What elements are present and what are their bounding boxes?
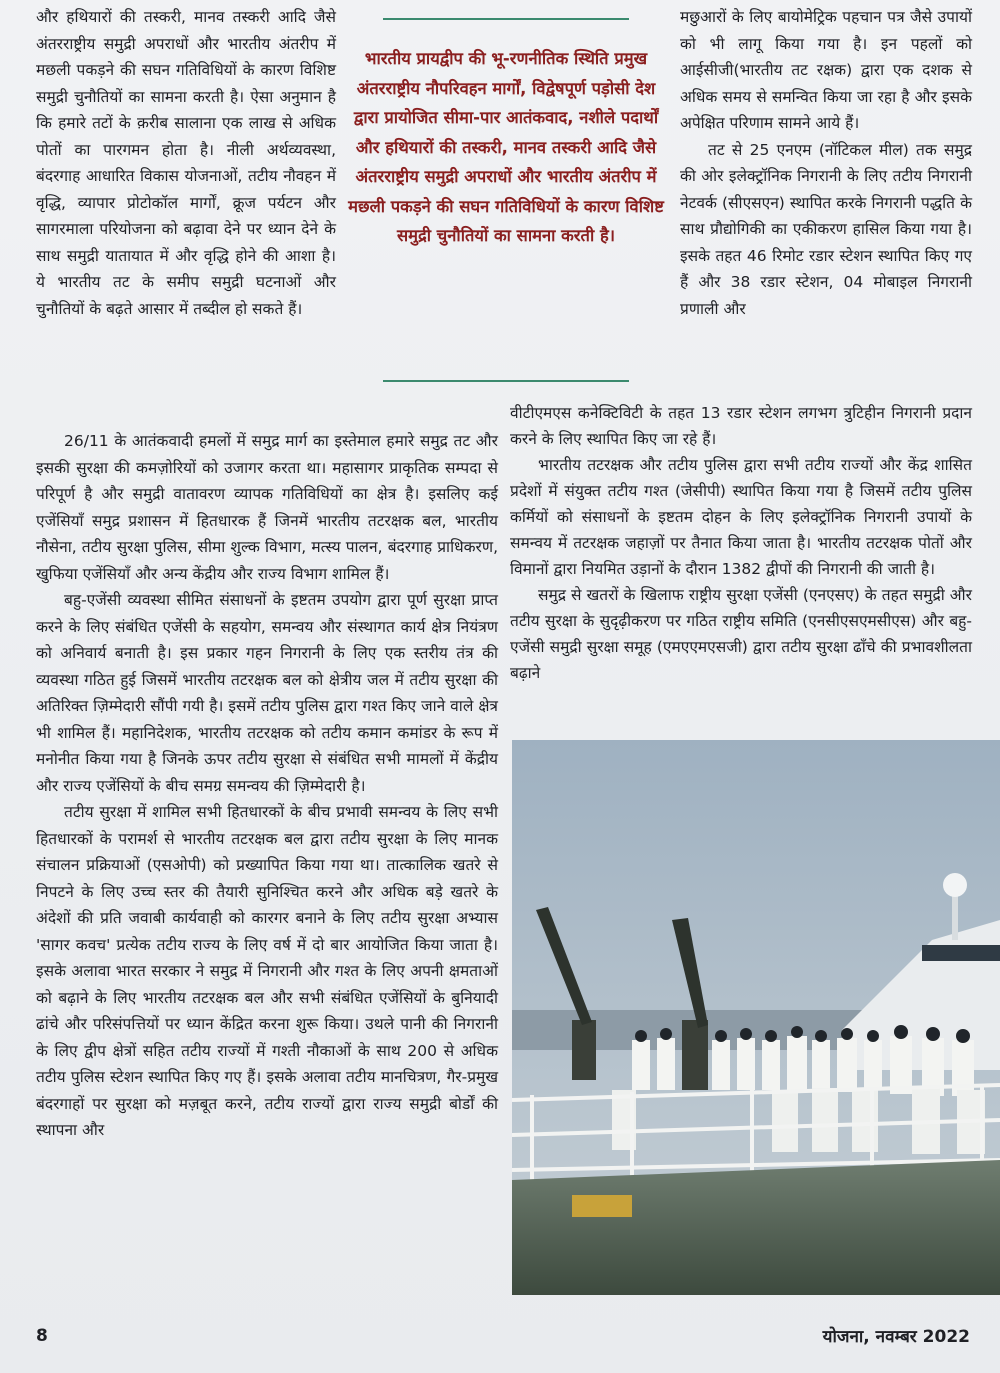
paragraph: समुद्र से खतरों के खिलाफ राष्ट्रीय सुरक्षा एजेंसी (एनएसए) के तहत समुद्री और तटीय सुरक्षा के सुदृढ़ीकरण पर गठित राष्ट्रीय समिति (एनसीएसएमसीएस) और बहु-एजेंसी समुद्री सुरक्षा समूह (एमएएमएसजी) द्वारा तटीय सुरक्षा ढाँचे की प्रभावशीलता बढ़ाने bbox=[510, 586, 972, 682]
paragraph: तटीय सुरक्षा में शामिल सभी हितधारकों के बीच प्रभावी समन्वय के लिए सभी हितधारकों के परामर्श से भारतीय तटरक्षक बल द्वारा तटीय सुरक्षा के लिए मानक संचालन प्रक्रियाओं (एसओपी) को प्रख्यापित किया गया था। तात्कालिक खतरे से निपटने के लिए उच्च स्तर की तैयारी सुनिश्चित करने और अधिक बड़े खतरे के अंदेशों की प्रति जवाबी कार्यवाही को कारगर बनाने के लिए तटीय सुरक्षा अभ्यास 'सागर कवच' प्रत्येक तटीय राज्य के लिए वर्ष में दो बार आयोजित किया जाता है। इसके अलावा भारत सरकार ने समुद्र में निगरानी और गश्त के लिए अपनी क्षमताओं को बढ़ाने के लिए भारतीय तटरक्षक बल और सभी संबंधित एजेंसियों के बुनियादी ढांचे और परिसंपत्तियों पर ध्यान केंद्रित करना शुरू किया। उथले पानी की निगरानी के लिए द्वीप क्षेत्रों सहित तटीय राज्यों में गश्ती नौकाओं के साथ 200 से अधिक तटीय पुलिस स्टेशन स्थापित किए गए हैं। इसके अलावा तटीय मानचित्रण, गैर-प्रमुख बंदरगाहों पर सुरक्षा को मज़बूत करने, तटीय राज्यों द्वारा राज्य समुद्री बोर्डों की स्थापना और bbox=[36, 803, 498, 1139]
paragraph: और हथियारों की तस्करी, मानव तस्करी आदि जैसे अंतरराष्ट्रीय समुद्री अपराधों और भारतीय अंतरीप में मछली पकड़ने की सघन गतिविधियों के कारण विशिष्ट समुद्री चुनौतियों का सामना करती है। ऐसा अनुमान है कि हमारे तटों के क़रीब सालाना एक लाख से अधिक पोतों का पारगमन होता है। नीली अर्थव्यवस्था, बंदरगाह आधारित विकास योजनाओं, तटीय नौवहन में वृद्धि, व्यापार प्रोटोकॉल मार्गों, क्रूज पर्यटन और सागरमाला परियोजना को बढ़ावा देने पर ध्यान देने के साथ समुद्री यातायात में और वृद्धि होने की आशा है। ये भारतीय तट के समीप समुद्री घटनाओं और चुनौतियों के बढ़ते आसार में तब्दील हो सकते हैं। bbox=[36, 8, 336, 318]
pull-quote-text: भारतीय प्रायद्वीप की भू-रणनीतिक स्थिति प्रमुख अंतरराष्ट्रीय नौपरिवहन मार्गों, विद्वेषपूर्ण पड़ोसी देश द्वारा प्रायोजित सीमा-पार आतंकवाद, नशीले पदार्थों और हथियारों की तस्करी, मानव तस्करी आदि जैसे अंतरराष्ट्रीय समुद्री अपराधों और भारतीय अंतरीप में मछली पकड़ने की सघन गतिविधियों के कारण विशिष्ट समुद्री चुनौतियों का सामना करती है। bbox=[348, 49, 664, 245]
right-top-column bbox=[680, 4, 972, 322]
page-number: 8 bbox=[36, 1326, 48, 1346]
pull-quote-rule-top bbox=[383, 18, 629, 20]
left-top-column bbox=[36, 4, 336, 322]
paragraph: वीटीएमएस कनेक्टिविटी के तहत 13 रडार स्टेशन लगभग त्रुटिहीन निगरानी प्रदान करने के लिए स्थापित किए जा रहे हैं। bbox=[510, 404, 972, 448]
left-wide-column bbox=[36, 428, 498, 1144]
paragraph: मछुआरों के लिए बायोमेट्रिक पहचान पत्र जैसे उपायों को भी लागू किया गया है। इन पहलों को आईसीजी(भारतीय तट रक्षक) द्वारा एक दशक से अधिक समय से समन्वित किया जा रहा है और इसके अपेक्षित परिणाम सामने आये हैं। bbox=[680, 8, 972, 132]
paragraph: 26/11 के आतंकवादी हमलों में समुद्र मार्ग का इस्तेमाल हमारे समुद्र तट और इसकी सुरक्षा की कमज़ोरियों को उजागर करता था। महासागर प्राकृतिक सम्पदा से परिपूर्ण है और समुद्री वातावरण व्यापक गतिविधियों का क्षेत्र है। इसलिए कई एजेंसियाँ समुद्र प्रशासन में हितधारक हैं जिनमें भारतीय तटरक्षक बल, भारतीय नौसेना, तटीय सुरक्षा पुलिस, सीमा शुल्क विभाग, मत्स्य पालन, बंदरगाह प्राधिकरण, खुफिया एजेंसियाँ और अन्य केंद्रीय और राज्य विभाग शामिल हैं। bbox=[36, 432, 498, 583]
paragraph: तट से 25 एनएम (नॉटिकल मील) तक समुद्र की ओर इलेक्ट्रॉनिक निगरानी के लिए तटीय निगरानी नेटवर्क (सीएसएन) स्थापित करके निगरानी पद्धति के साथ प्रौद्योगिकी का एकीकरण हासिल किया गया है। इसके तहत 46 रिमोट रडार स्टेशन स्थापित किए गए हैं और 38 रडार स्टेशन, 04 मोबाइल निगरानी प्रणाली और bbox=[680, 140, 972, 318]
paragraph: भारतीय तटरक्षक और तटीय पुलिस द्वारा सभी तटीय राज्यों और केंद्र शासित प्रदेशों में संयुक्त तटीय गश्त (जेसीपी) स्थापित किया गया है जिसमें तटीय पुलिस कर्मियों को संसाधनों के इष्टतम दोहन के लिए इलेक्ट्रॉनिक निगरानी उपायों के समन्वय में तटरक्षक जहाज़ों पर तैनात किया जाता है। भारतीय तटरक्षक पोतों और विमानों द्वारा नियमित उड़ानों के दौरान 1382 द्वीपों की निगरानी की जाती है। bbox=[510, 456, 972, 578]
coast-guard-ship-photo bbox=[512, 740, 1000, 1295]
pull-quote-rule-bottom bbox=[383, 380, 629, 382]
right-wide-column bbox=[510, 400, 972, 686]
magazine-issue: योजना, नवम्बर 2022 bbox=[822, 1327, 970, 1347]
pull-quote bbox=[345, 18, 667, 390]
paragraph: बहु-एजेंसी व्यवस्था सीमित संसाधनों के इष्टतम उपयोग द्वारा पूर्ण सुरक्षा प्राप्त करने के लिए संबंधित एजेंसी के सहयोग, समन्वय और संस्थागत कार्य क्षेत्र नियंत्रण को अनिवार्य बनाती है। इस प्रकार गहन निगरानी के लिए एक स्तरीय तंत्र की व्यवस्था गठित हुई जिसमें भारतीय तटरक्षक बल को क्षेत्रीय जल में तटीय सुरक्षा की अतिरिक्त ज़िम्मेदारी सौंपी गयी है। इसमें तटीय पुलिस द्वारा गश्त किए जाने वाले क्षेत्र भी शामिल हैं। महानिदेशक, भारतीय तटरक्षक को तटीय कमान कमांडर के रूप में मनोनीत किया गया है जिनके ऊपर तटीय सुरक्षा से संबंधित सभी मामलों में केंद्रीय और राज्य एजेंसियों के बीच समग्र समन्वय की ज़िम्मेदारी है। bbox=[36, 591, 498, 795]
